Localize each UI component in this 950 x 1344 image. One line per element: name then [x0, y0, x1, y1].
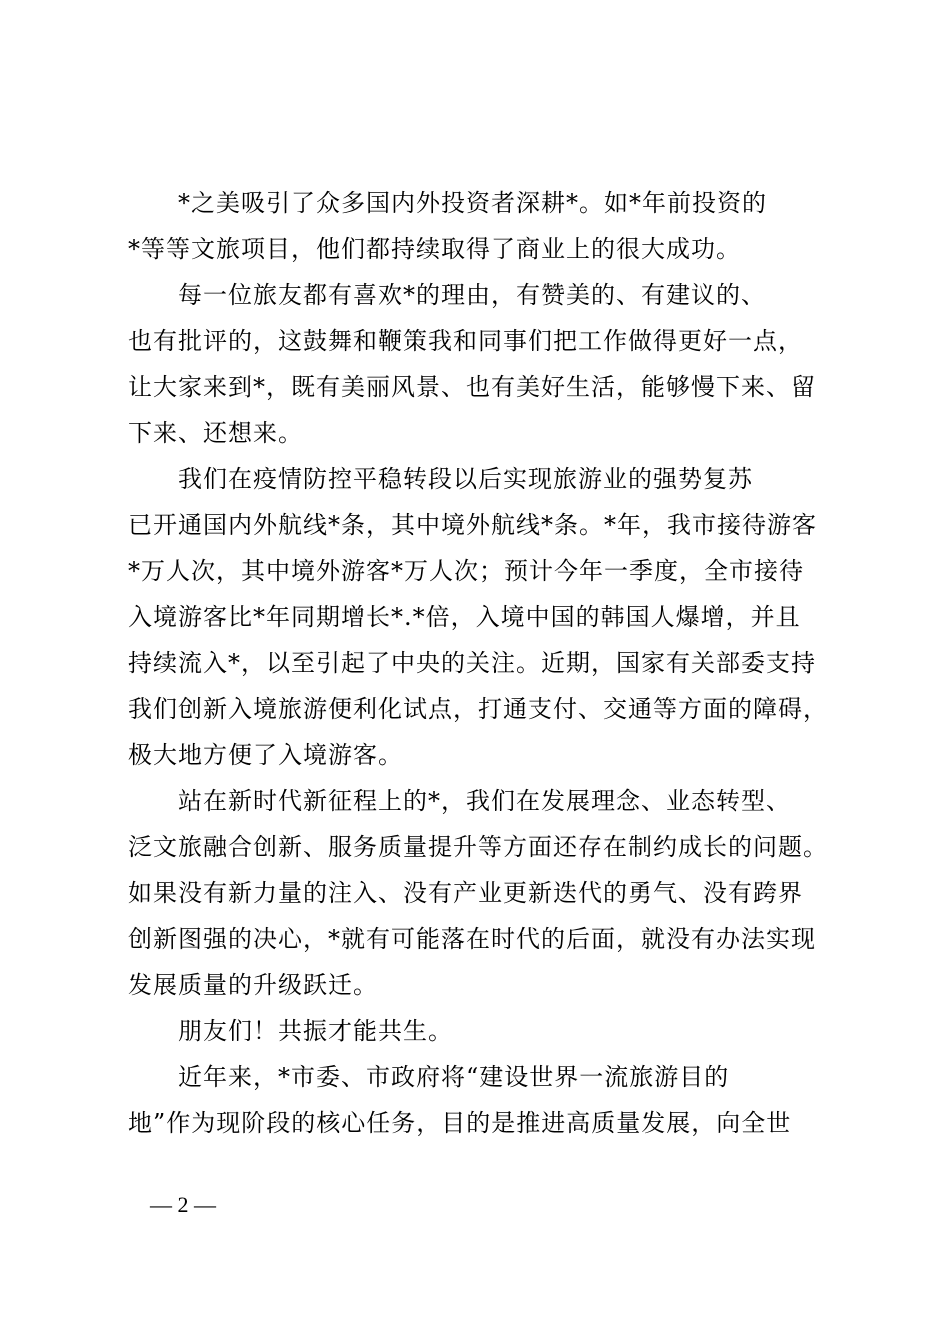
page-number: — 2 — [150, 1192, 216, 1217]
text-line: 地”作为现阶段的核心任务，目的是推进高质量发展，向全世 [128, 1109, 792, 1137]
text-line: 每一位旅友都有喜欢*的理由，有赞美的、有建议的、 [128, 281, 766, 309]
text-line: 让大家来到*，既有美丽风景、也有美好生活，能够慢下来、留 [128, 373, 816, 401]
text-line: 发展质量的升级跃迁。 [128, 971, 378, 999]
text-line: 创新图强的决心，*就有可能落在时代的后面，就没有办法实现 [128, 925, 816, 953]
text-line: 朋友们！共振才能共生。 [128, 1017, 453, 1045]
body-text [128, 180, 840, 1146]
text-line: 极大地方便了入境游客。 [128, 741, 403, 769]
text-line: 我们创新入境旅游便利化试点，打通支付、交通等方面的障碍， [128, 695, 828, 723]
text-line: 入境游客比*年同期增长*.*倍，入境中国的韩国人爆增，并且 [128, 603, 801, 631]
text-line: *等等文旅项目，他们都持续取得了商业上的很大成功。 [128, 235, 741, 263]
text-line: 持续流入*，以至引起了中央的关注。近期，国家有关部委支持 [128, 649, 816, 677]
text-line: 也有批评的，这鼓舞和鞭策我和同事们把工作做得更好一点， [128, 327, 803, 355]
text-line: 站在新时代新征程上的*，我们在发展理念、业态转型、 [128, 787, 791, 815]
text-line: 如果没有新力量的注入、没有产业更新迭代的勇气、没有跨界 [128, 879, 803, 907]
text-line: *之美吸引了众多国内外投资者深耕*。如*年前投资的 [128, 189, 767, 217]
text-line: 已开通国内外航线*条，其中境外航线*条。*年，我市接待游客 [128, 511, 817, 539]
text-line: 近年来，*市委、市政府将“建设世界一流旅游目的 [128, 1063, 730, 1091]
text-line: 泛文旅融合创新、服务质量提升等方面还存在制约成长的问题。 [128, 833, 828, 861]
text-line: 我们在疫情防控平稳转段以后实现旅游业的强势复苏 [128, 465, 753, 493]
text-line: 下来、还想来。 [128, 419, 303, 447]
text-line: *万人次，其中境外游客*万人次；预计今年一季度，全市接待 [128, 557, 804, 585]
